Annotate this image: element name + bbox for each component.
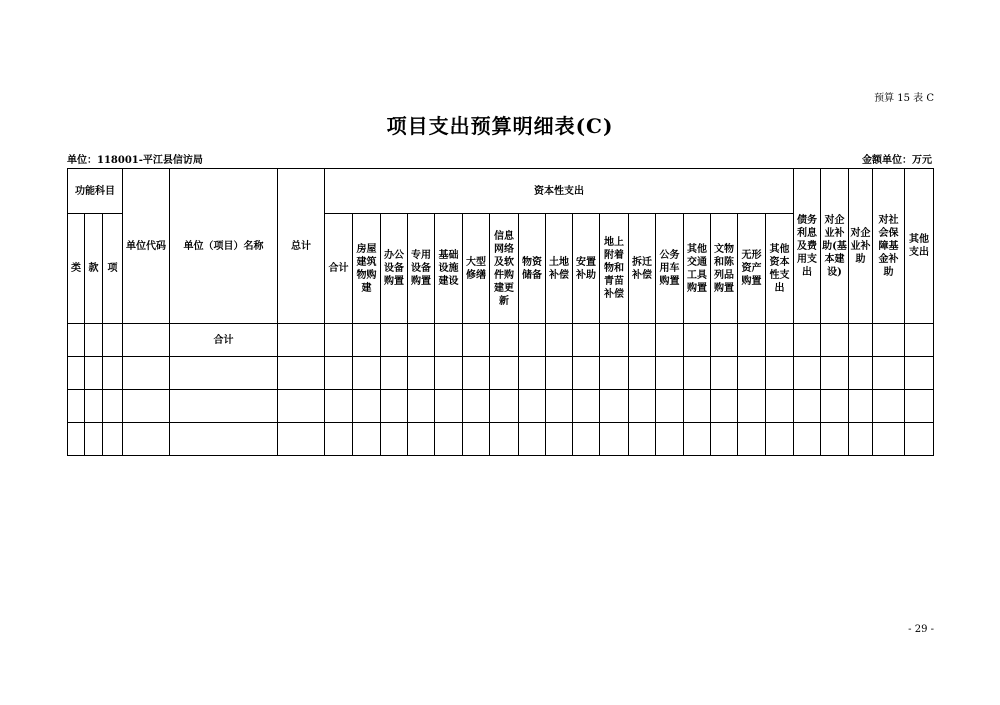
page-title: 项目支出预算明细表(C) bbox=[386, 114, 614, 138]
header-special-equipment bbox=[408, 214, 435, 324]
header-other-expenditure bbox=[905, 169, 934, 324]
table-tag: 预算 15 表 C bbox=[874, 93, 934, 104]
header-xiang: 项 bbox=[103, 214, 123, 324]
header-debt-interest bbox=[794, 169, 821, 324]
header-building-label: 房屋建筑物购建 bbox=[356, 243, 377, 294]
header-material-reserve-label: 物资储备 bbox=[522, 256, 543, 281]
cell-total bbox=[278, 324, 325, 357]
header-total: 总计 bbox=[278, 169, 325, 324]
header-material-reserve bbox=[519, 214, 546, 324]
header-special-equipment-label: 专用设备购置 bbox=[411, 250, 432, 287]
header-land-compensation bbox=[546, 214, 573, 324]
header-cultural-relics-label: 文物和陈列品购置 bbox=[714, 243, 735, 294]
header-office-equipment bbox=[381, 214, 408, 324]
header-enterprise-subsidy-capital bbox=[821, 169, 849, 324]
cell-unit-name bbox=[170, 390, 278, 423]
cell-lei bbox=[68, 324, 85, 357]
table-row bbox=[68, 423, 934, 456]
header-other-transport bbox=[684, 214, 711, 324]
header-land-compensation-label: 土地补偿 bbox=[549, 256, 570, 281]
amount-unit-label: 金额单位：万元 bbox=[862, 155, 932, 166]
header-other-expenditure-label: 其他支出 bbox=[909, 234, 930, 258]
budget-table bbox=[67, 168, 934, 456]
header-cultural-relics bbox=[711, 214, 738, 324]
header-debt-interest-label: 债务利息及费用支出 bbox=[797, 214, 818, 278]
header-unit-name: 单位（项目）名称 bbox=[170, 169, 278, 324]
table-row bbox=[68, 324, 934, 357]
header-attachment-compensation bbox=[600, 214, 629, 324]
header-building bbox=[353, 214, 381, 324]
header-kuan: 款 bbox=[85, 214, 103, 324]
header-demolition-compensation bbox=[629, 214, 656, 324]
header-resettlement-subsidy bbox=[573, 214, 600, 324]
cell-unit-code bbox=[123, 324, 170, 357]
header-other-transport-label: 其他交通工具购置 bbox=[687, 243, 708, 294]
header-cap-total: 合计 bbox=[325, 214, 353, 324]
header-intangible-assets-label: 无形资产购置 bbox=[741, 250, 762, 287]
table-row bbox=[68, 390, 934, 423]
cell-kuan bbox=[85, 324, 103, 357]
header-resettlement-subsidy-label: 安置补助 bbox=[576, 256, 597, 281]
header-major-repair bbox=[463, 214, 490, 324]
header-enterprise-subsidy bbox=[849, 169, 873, 324]
header-attachment-compensation-label: 地上附着物和青苗补偿 bbox=[604, 237, 625, 300]
cell-unit-name bbox=[170, 423, 278, 456]
header-intangible-assets bbox=[738, 214, 766, 324]
header-unit-code: 单位代码 bbox=[123, 169, 170, 324]
header-social-security-subsidy bbox=[873, 169, 905, 324]
table-row bbox=[68, 357, 934, 390]
header-enterprise-subsidy-label: 对企业补助 bbox=[850, 227, 871, 265]
header-infrastructure bbox=[435, 214, 463, 324]
header-it-network bbox=[490, 214, 519, 324]
header-official-vehicle-label: 公务用车购置 bbox=[659, 250, 680, 287]
header-capital-expenditure: 资本性支出 bbox=[325, 169, 794, 214]
unit-label: 单位：118001-平江县信访局 bbox=[67, 155, 203, 166]
header-official-vehicle bbox=[656, 214, 684, 324]
header-other-capital bbox=[766, 214, 794, 324]
header-infrastructure-label: 基础设施建设 bbox=[438, 250, 459, 287]
header-social-security-subsidy-label: 对社会保障基金补助 bbox=[878, 214, 899, 278]
header-enterprise-subsidy-capital-label: 对企业补助(基本建设) bbox=[822, 214, 847, 278]
header-office-equipment-label: 办公设备购置 bbox=[384, 250, 405, 287]
page-number: - 29 - bbox=[908, 624, 934, 635]
header-lei: 类 bbox=[68, 214, 85, 324]
header-major-repair-label: 大型修缮 bbox=[466, 256, 487, 281]
header-demolition-compensation-label: 拆迁补偿 bbox=[632, 256, 653, 281]
header-other-capital-label: 其他资本性支出 bbox=[769, 243, 790, 294]
header-it-network-label: 信息网络及软件购建更新 bbox=[494, 230, 515, 307]
cell-xiang bbox=[103, 324, 123, 357]
cell-unit-name bbox=[170, 357, 278, 390]
cell-unit-name: 合计 bbox=[170, 324, 278, 357]
header-function-subject: 功能科目 bbox=[68, 169, 123, 214]
